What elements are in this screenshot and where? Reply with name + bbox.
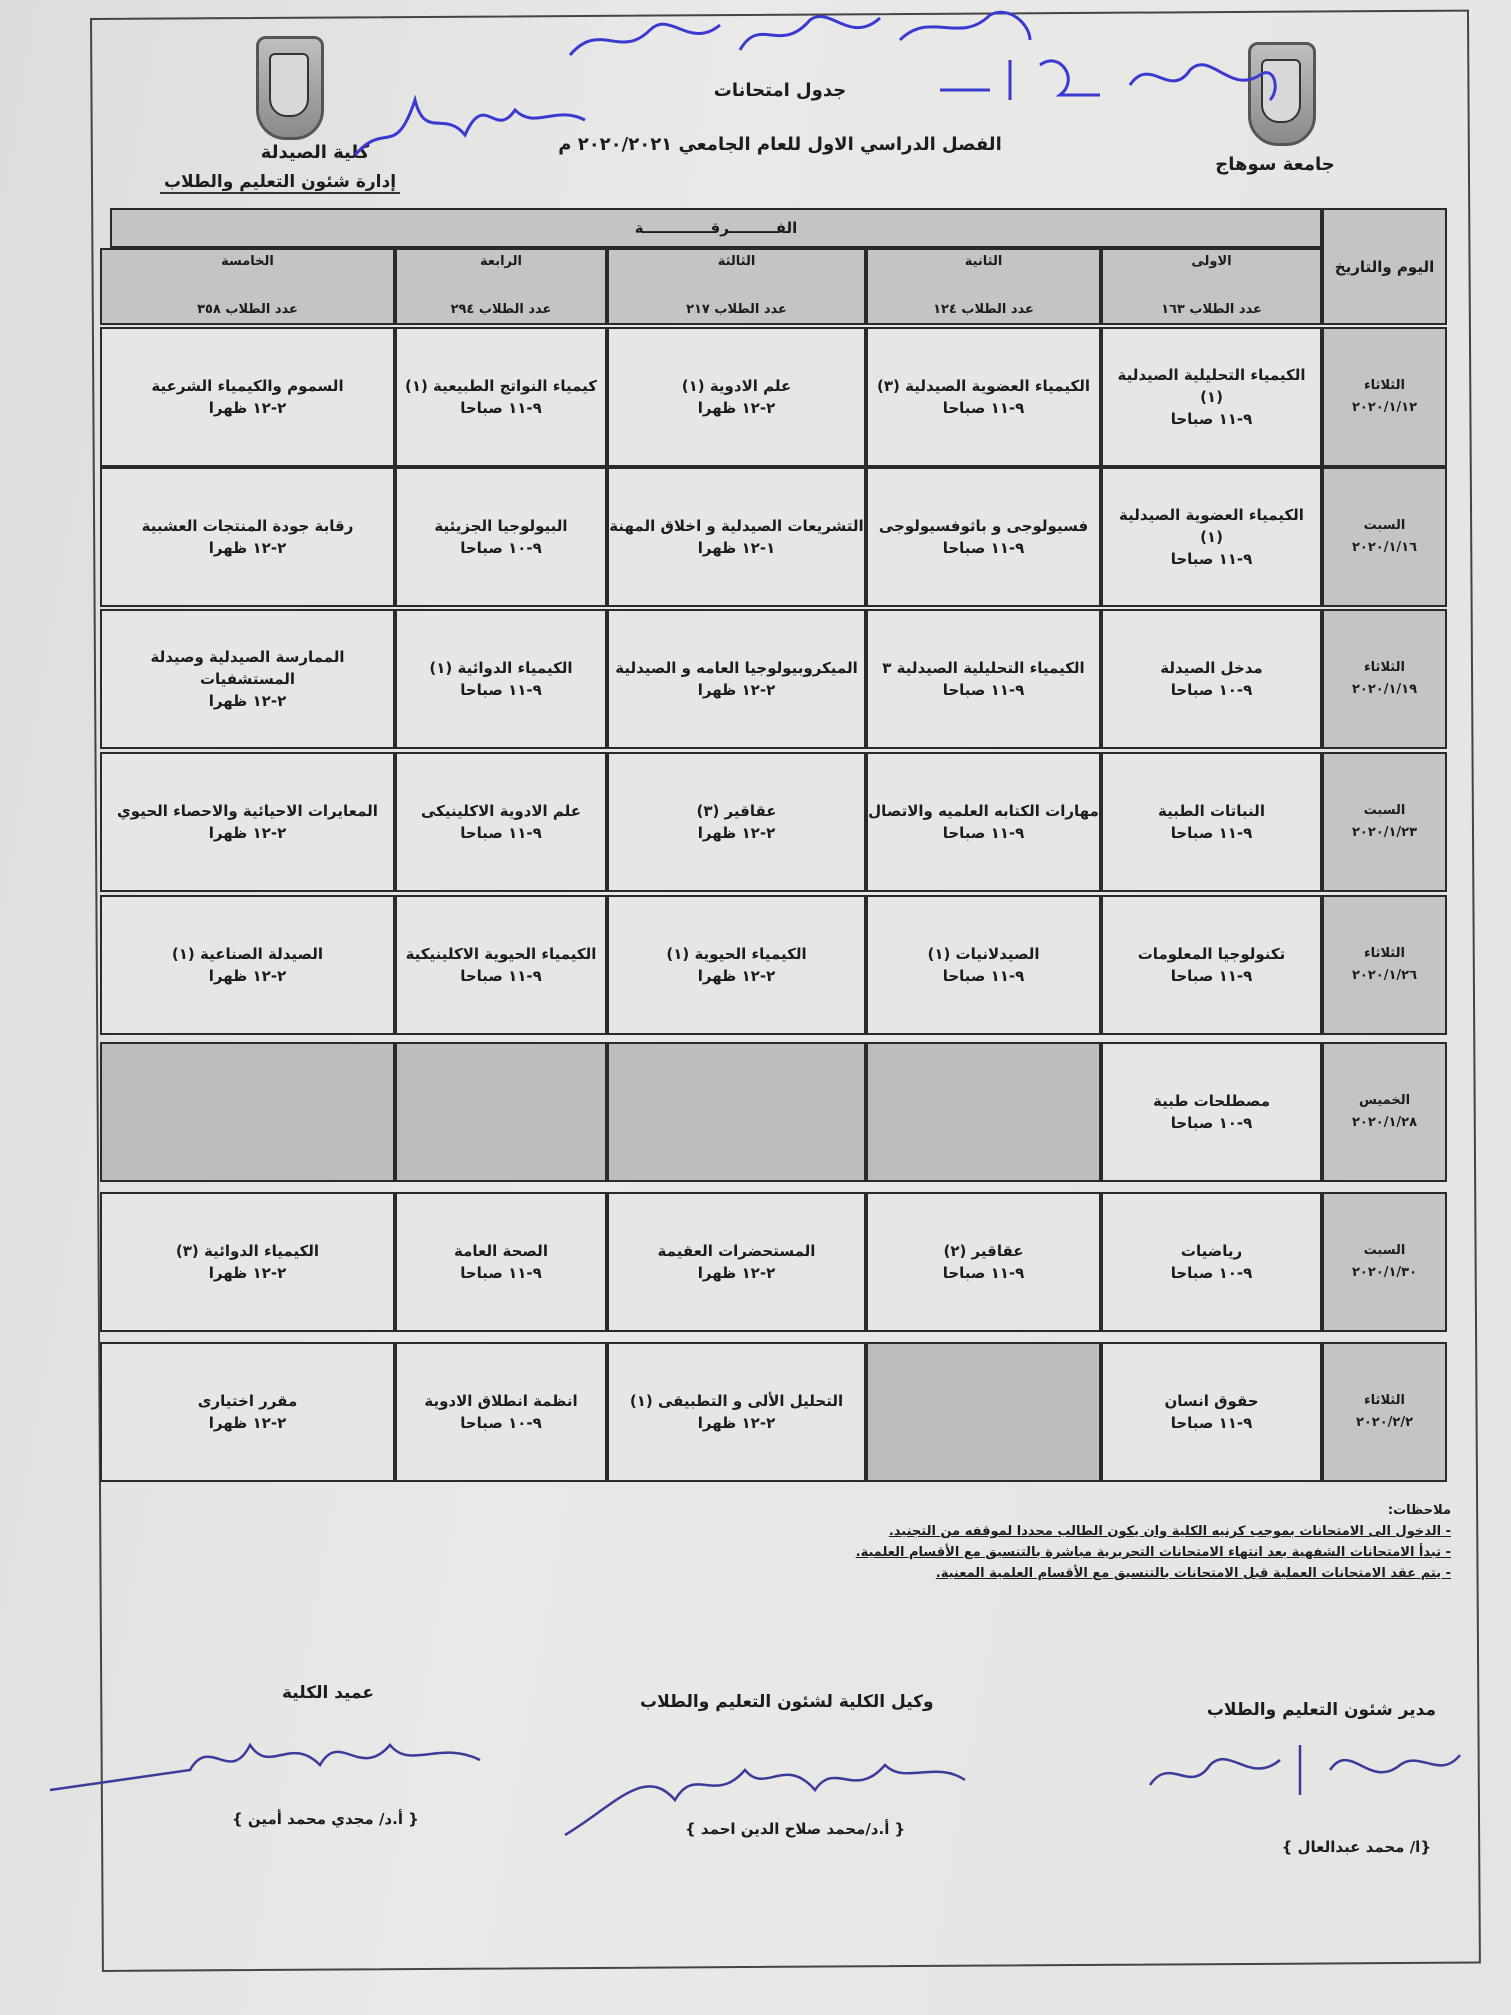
- university-name: جامعة سوهاج: [1215, 154, 1335, 175]
- empty-cell: [607, 1042, 866, 1182]
- day-date-text: الثلاثاء ٢٠٢٠/١/١٢: [1351, 378, 1418, 415]
- group-student-count: عدد الطلاب ١٢٤: [933, 302, 1034, 317]
- exam-text: النباتات الطبية ٩-١١ صباحا: [1158, 802, 1265, 842]
- exam-text: السموم والكيمياء الشرعية ٢-١٢ ظهرا: [151, 377, 344, 417]
- group-name: الثانية: [964, 254, 1003, 269]
- exam-cell: [607, 1342, 866, 1482]
- exam-text: المعايرات الاحيائية والاحصاء الحيوي ٢-١٢ ظهرا: [117, 802, 378, 842]
- exam-cell: [100, 1192, 395, 1332]
- empty-cell: [100, 1042, 395, 1182]
- exam-text: الميكروبيولوجيا العامه و الصيدلية ٢-١٢ ظهرا: [615, 659, 858, 699]
- day-cell: [1322, 1342, 1447, 1482]
- exam-text: الكيمياء التحليلية الصيدلية (١) ٩-١١ صباحا: [1117, 366, 1306, 428]
- exam-cell: [1101, 327, 1322, 467]
- group-student-count: عدد الطلاب ١٦٣: [1161, 302, 1262, 317]
- day-date-text: السبت ٢٠٢٠/١/١٦: [1351, 518, 1418, 555]
- signature-dean: [40, 1715, 490, 1815]
- exam-cell: [1101, 895, 1322, 1035]
- signature-name-vice-dean: { أ.د/محمد صلاح الدين احمد }: [685, 1820, 906, 1838]
- exam-cell: [100, 327, 395, 467]
- exam-text: الكيمياء العضوية الصيدلية (١) ٩-١١ صباحا: [1119, 506, 1304, 568]
- exam-cell: [866, 752, 1101, 892]
- exam-cell: [100, 609, 395, 749]
- group-student-count: عدد الطلاب ٣٥٨: [197, 302, 298, 317]
- section-title: [110, 208, 1322, 248]
- signature-title-director: مدير شئون التعليم والطلاب: [1206, 1700, 1436, 1720]
- exam-text: كيمياء النواتج الطبيعية (١) ٩-١١ صباحا: [404, 377, 598, 417]
- exam-text: رقابة جودة المنتجات العشبية ٢-١٢ ظهرا: [141, 517, 354, 557]
- page-title: جدول امتحانات: [713, 80, 847, 101]
- notes-heading: ملاحظات:: [1387, 1503, 1451, 1518]
- exam-text: الكيمياء الحيوية الاكلينيكية ٩-١١ صباحا: [405, 945, 597, 985]
- exam-cell: [607, 609, 866, 749]
- note-item: - يتم عقد الامتحانات العملية قبل الامتحانات بالتنسيق مع الأقسام العلمية المعنية.: [935, 1566, 1451, 1581]
- exam-cell: [866, 327, 1101, 467]
- day-date-text: الخميس ٢٠٢٠/١/٢٨: [1351, 1093, 1418, 1130]
- empty-cell: [866, 1042, 1101, 1182]
- page-subtitle: الفصل الدراسي الاول للعام الجامعي ٢٠٢٠/٢٠٢١ م: [558, 134, 1002, 155]
- exam-text: الصيدلانيات (١) ٩-١١ صباحا: [927, 945, 1040, 985]
- day-cell: [1322, 895, 1447, 1035]
- group-student-count: عدد الطلاب ٢٩٤: [450, 302, 552, 317]
- exam-text: علم الادوية (١) ٢-١٢ ظهرا: [681, 377, 792, 417]
- exam-cell: [100, 1342, 395, 1482]
- section-title-text: الفـــــــــرقـــــــــــــة: [634, 219, 798, 237]
- signature-name-director: {ا/ محمد عبدالعال }: [1281, 1838, 1431, 1856]
- exam-cell: [866, 895, 1101, 1035]
- group-header: [100, 248, 395, 325]
- department-name: إدارة شئون التعليم والطلاب: [160, 172, 400, 194]
- exam-text: حقوق انسان ٩-١١ صباحا: [1164, 1392, 1259, 1432]
- signature-director: [1140, 1725, 1470, 1815]
- exam-cell: [395, 752, 607, 892]
- exam-cell: [100, 895, 395, 1035]
- exam-cell: [607, 895, 866, 1035]
- exam-cell: [607, 327, 866, 467]
- exam-text: التحليل الألى و التطبيقى (١) ٢-١٢ ظهرا: [629, 1392, 844, 1432]
- faculty-name: كلية الصيدلة: [260, 142, 370, 163]
- exam-cell: [395, 609, 607, 749]
- exam-cell: [395, 327, 607, 467]
- exam-cell: [607, 1192, 866, 1332]
- exam-cell: [866, 1192, 1101, 1332]
- group-name: الاولى: [1191, 254, 1232, 269]
- day-date-text: السبت ٢٠٢٠/١/٢٣: [1351, 803, 1418, 840]
- group-header: [866, 248, 1101, 325]
- group-header: [395, 248, 607, 325]
- exam-text: الكيمياء التحليلية الصيدلية ٣ ٩-١١ صباحا: [882, 659, 1085, 699]
- note-item: - الدخول الى الامتحانات بموجب كرنيه الكلية وان يكون الطالب محددا لموقفه من التجنيد.: [888, 1524, 1451, 1539]
- exam-text: تكنولوجيا المعلومات ٩-١١ صباحا: [1137, 945, 1286, 985]
- day-cell: [1322, 1042, 1447, 1182]
- exam-text: الكيمياء الدوائية (٣) ٢-١٢ ظهرا: [175, 1242, 320, 1282]
- exam-text: عقاقير (٢) ٩-١١ صباحا: [942, 1242, 1025, 1282]
- exam-text: عقاقير (٣) ٢-١٢ ظهرا: [696, 802, 777, 842]
- exam-cell: [100, 467, 395, 607]
- exam-text: فسيولوجى و باثوفسيولوجى ٩-١١ صباحا: [878, 517, 1089, 557]
- exam-text: رياضيات ٩-١٠ صباحا: [1170, 1242, 1253, 1282]
- exam-cell: [1101, 752, 1322, 892]
- exam-text: علم الادوية الاكلينيكى ٩-١١ صباحا: [420, 802, 582, 842]
- exam-text: مقرر اختيارى ٢-١٢ ظهرا: [197, 1392, 298, 1432]
- exam-cell: [1101, 467, 1322, 607]
- day-date-text: الثلاثاء ٢٠٢٠/١/١٩: [1351, 660, 1418, 697]
- exam-text: التشريعات الصيدلية و اخلاق المهنة ١-١٢ ظهرا: [609, 517, 864, 557]
- exam-text: الممارسة الصيدلية وصيدلة المستشفيات ٢-١٢ ظهرا: [150, 648, 345, 710]
- exam-text: الكيمياء الحيوية (١) ٢-١٢ ظهرا: [666, 945, 807, 985]
- exam-cell: [1101, 1192, 1322, 1332]
- day-date-text: الثلاثاء ٢٠٢٠/١/٢٦: [1351, 946, 1418, 983]
- exam-cell: [607, 752, 866, 892]
- exam-cell: [1101, 1042, 1322, 1182]
- group-header: [1101, 248, 1322, 325]
- exam-cell: [395, 895, 607, 1035]
- group-name: الثالثة: [717, 254, 756, 269]
- notes-section: [551, 1500, 1451, 1584]
- day-cell: [1322, 467, 1447, 607]
- exam-cell: [395, 1192, 607, 1332]
- exam-cell: [100, 752, 395, 892]
- empty-cell: [866, 1342, 1101, 1482]
- day-cell: [1322, 1192, 1447, 1332]
- empty-cell: [395, 1042, 607, 1182]
- day-cell: [1322, 609, 1447, 749]
- exam-text: مهارات الكتابه العلميه والاتصال ٩-١١ صباحا: [868, 802, 1099, 842]
- exam-cell: [607, 467, 866, 607]
- day-date-text: السبت ٢٠٢٠/١/٣٠: [1351, 1243, 1418, 1280]
- group-name: الخامسة: [221, 254, 274, 269]
- exam-text: مصطلحات طبية ٩-١٠ صباحا: [1152, 1092, 1270, 1132]
- exam-cell: [1101, 609, 1322, 749]
- group-student-count: عدد الطلاب ٢١٧: [686, 302, 787, 317]
- group-header: [607, 248, 866, 325]
- note-item: - تبدأ الامتحانات الشفهية بعد انتهاء الامتحانات التحريرية مباشرة بالتنسيق مع الأقسام العلمية.: [855, 1545, 1451, 1560]
- exam-cell: [866, 467, 1101, 607]
- day-cell: [1322, 752, 1447, 892]
- exam-text: الصيدلة الصناعية (١) ٢-١٢ ظهرا: [171, 945, 324, 985]
- signature-vice-dean: [555, 1735, 975, 1845]
- exam-cell: [1101, 1342, 1322, 1482]
- exam-text: المستحضرات العقيمة ٢-١٢ ظهرا: [657, 1242, 816, 1282]
- exam-text: البيولوجيا الجزيئية ٩-١٠ صباحا: [434, 517, 568, 557]
- day-cell: [1322, 327, 1447, 467]
- signature-title-dean: عميد الكلية: [282, 1683, 374, 1703]
- signature-title-vice-dean: وكيل الكلية لشئون التعليم والطلاب: [640, 1692, 934, 1712]
- day-date-text: الثلاثاء ٢٠٢٠/٢/٢: [1355, 1393, 1414, 1430]
- exam-cell: [395, 467, 607, 607]
- exam-text: مدخل الصيدلة ٩-١٠ صباحا: [1160, 659, 1263, 699]
- exam-cell: [866, 609, 1101, 749]
- exam-text: الكيمياء الدوائية (١) ٩-١١ صباحا: [429, 659, 573, 699]
- exam-text: الكيمياء العضوية الصيدلية (٣) ٩-١١ صباحا: [877, 377, 1090, 417]
- day-header-text: اليوم والتاريخ: [1334, 257, 1435, 276]
- signature-name-dean: { أ.د/ مجدي محمد أمين }: [232, 1810, 419, 1828]
- exam-text: انظمة انطلاق الادوية ٩-١٠ صباحا: [424, 1392, 578, 1432]
- day-header: [1322, 208, 1447, 325]
- exam-text: الصحة العامة ٩-١١ صباحا: [454, 1242, 548, 1282]
- group-name: الرابعة: [480, 254, 522, 269]
- exam-cell: [395, 1342, 607, 1482]
